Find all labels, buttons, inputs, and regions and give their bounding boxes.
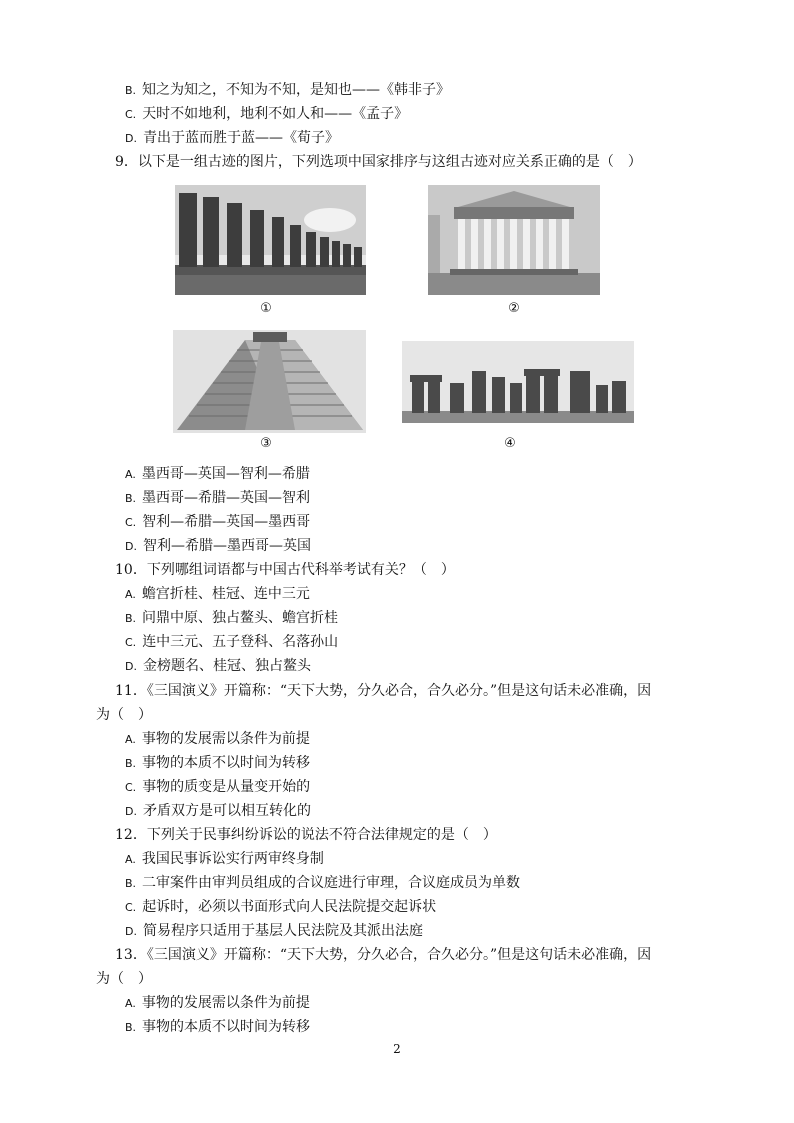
caption-4: ④ <box>504 436 516 451</box>
q10-option-a: A. 蟾宫折桂、桂冠、连中三元 <box>125 586 310 602</box>
q12-option-d: D. 简易程序只适用于基层人民法院及其派出法庭 <box>125 923 423 939</box>
q11-stem-line1: 11．《三国演义》开篇称：“天下大势，分久必合，合久必分。”但是这句话未必准确，因 <box>115 683 652 699</box>
caption-3: ③ <box>260 436 272 451</box>
page-number: 2 <box>393 1042 401 1056</box>
q11-option-b: B. 事物的本质不以时间为转移 <box>125 755 311 771</box>
moai-photo <box>175 185 366 295</box>
q9-option-c: C. 智利—希腊—英国—墨西哥 <box>125 514 311 530</box>
q9-option-a: A. 墨西哥—英国—智利—希腊 <box>125 466 310 482</box>
q8-option-c: C. 天时不如地利，地利不如人和——《孟子》 <box>125 106 409 122</box>
q8-option-b: B. 知之为知之，不知为不知，是知也——《韩非子》 <box>125 82 451 98</box>
q10-option-b: B. 问鼎中原、独占鳌头、蟾宫折桂 <box>125 610 339 626</box>
caption-1: ① <box>260 301 272 316</box>
q13-option-b: B. 事物的本质不以时间为转移 <box>125 1019 311 1035</box>
q11-stem-line2: 为（ ） <box>96 707 152 723</box>
q12-option-c: C. 起诉时，必须以书面形式向人民法院提交起诉状 <box>125 899 437 915</box>
q11-option-d: D. 矛盾双方是可以相互转化的 <box>125 803 311 819</box>
q12-option-b: B. 二审案件由审判员组成的合议庭进行审理，合议庭成员为单数 <box>125 875 521 891</box>
q12-option-a: A. 我国民事诉讼实行两审终身制 <box>125 851 324 867</box>
q9-option-b: B. 墨西哥—希腊—英国—智利 <box>125 490 311 506</box>
q11-option-c: C. 事物的质变是从量变开始的 <box>125 779 311 795</box>
q12-stem: 12．下列关于民事纠纷诉讼的说法不符合法律规定的是（ ） <box>115 827 497 843</box>
stonehenge-photo <box>402 341 634 423</box>
q11-option-a: A. 事物的发展需以条件为前提 <box>125 731 310 747</box>
q13-option-a: A. 事物的发展需以条件为前提 <box>125 995 310 1011</box>
pyramid-photo <box>173 330 366 433</box>
q9-option-d: D. 智利—希腊—墨西哥—英国 <box>125 538 311 554</box>
q10-option-d: D. 金榜题名、桂冠、独占鳌头 <box>125 658 311 674</box>
q10-stem: 10．下列哪组词语都与中国古代科举考试有关？（ ） <box>115 562 455 578</box>
q9-stem: 9．以下是一组古迹的图片，下列选项中国家排序与这组古迹对应关系正确的是（ ） <box>115 154 642 170</box>
parthenon-photo <box>428 185 600 295</box>
caption-2: ② <box>508 301 520 316</box>
q13-stem-line1: 13．《三国演义》开篇称：“天下大势，分久必合，合久必分。”但是这句话未必准确，因 <box>115 947 652 963</box>
q13-stem-line2: 为（ ） <box>96 971 152 987</box>
q10-option-c: C. 连中三元、五子登科、名落孙山 <box>125 634 339 650</box>
q8-option-d: D. 青出于蓝而胜于蓝——《荀子》 <box>125 130 339 146</box>
